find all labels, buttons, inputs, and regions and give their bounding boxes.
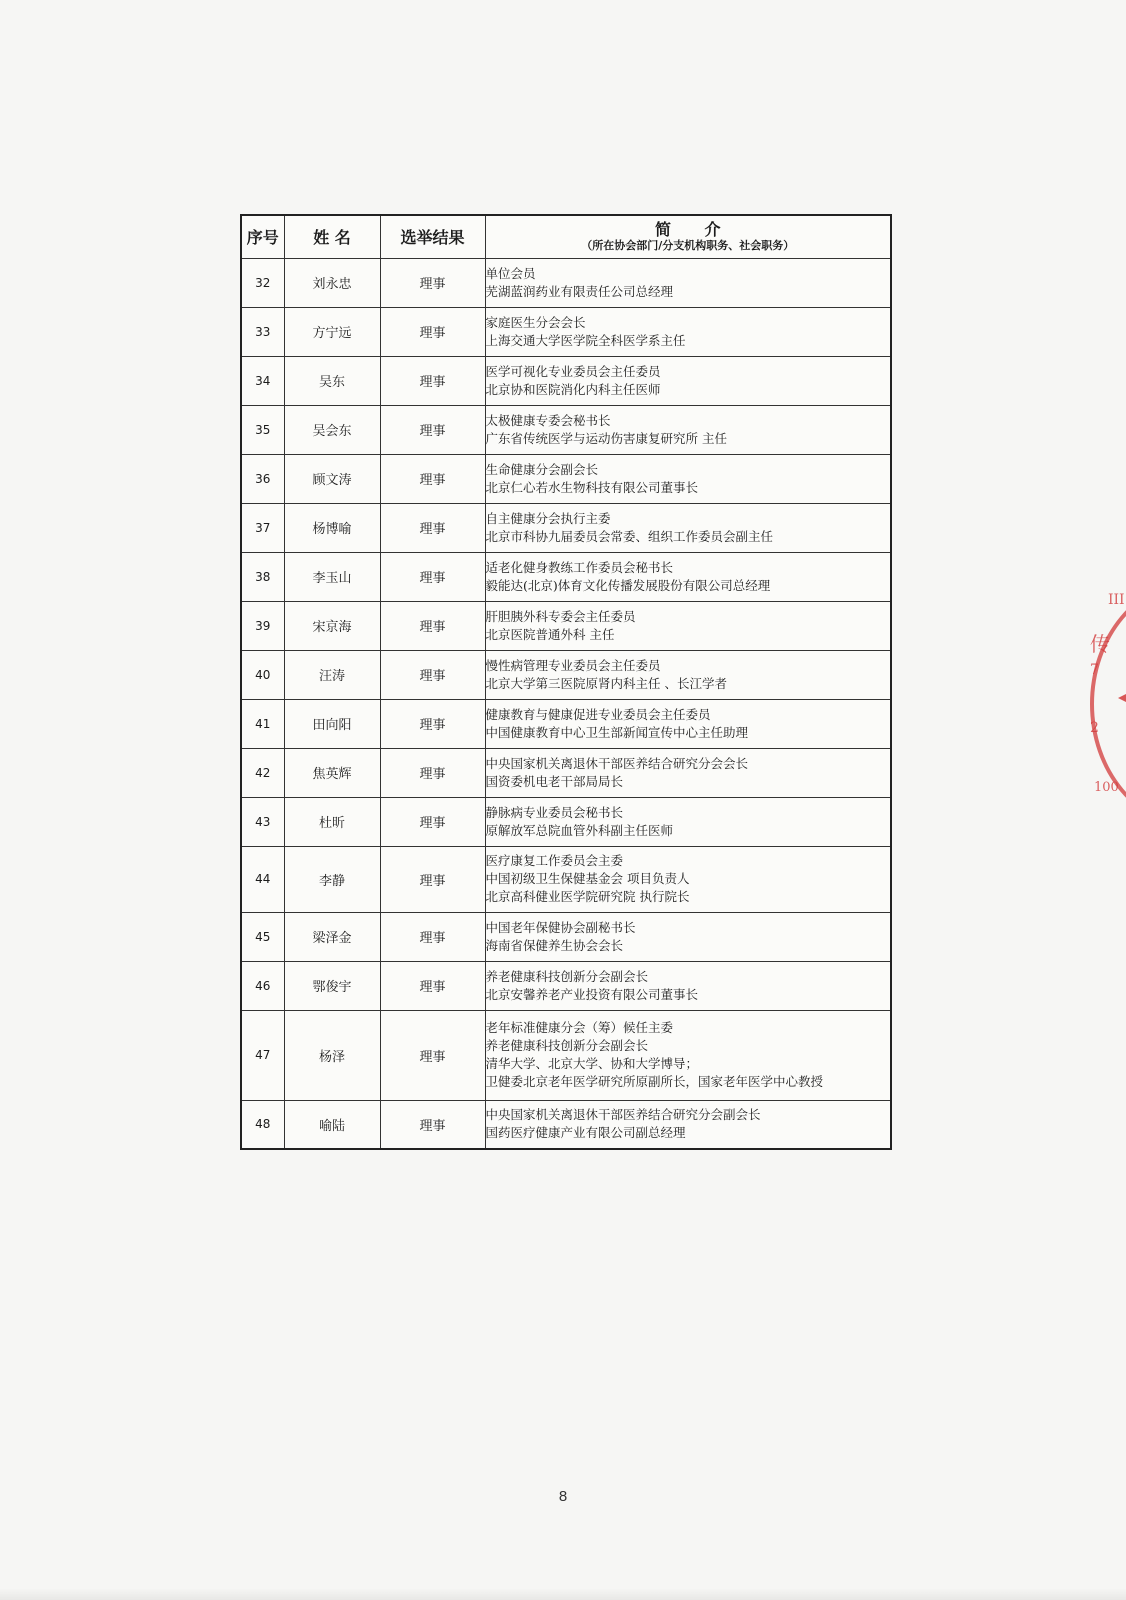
cell-result: 理事: [380, 307, 485, 356]
cell-name: 梁泽金: [284, 912, 380, 961]
intro-line: 中国健康教育中心卫生部新闻宣传中心主任助理: [485, 724, 749, 740]
cell-intro: [485, 601, 891, 650]
cell-name: 李玉山: [284, 552, 380, 601]
intro-line: 北京仁心若水生物科技有限公司董事长: [485, 479, 699, 495]
intro-line: 上海交通大学医学院全科医学系主任: [485, 332, 686, 348]
red-seal-stamp: [1082, 580, 1126, 830]
intro-line: 中央国家机关离退休干部医养结合研究分会副会长: [485, 1107, 761, 1123]
cell-no: 33: [241, 307, 284, 356]
cell-intro: [485, 356, 891, 405]
cell-name: 李静: [284, 846, 380, 912]
cell-name: 喻陆: [284, 1100, 380, 1149]
intro-line: 中央国家机关离退休干部医养结合研究分会会长: [485, 755, 749, 771]
cell-intro: [485, 258, 891, 307]
cell-no: 46: [241, 961, 284, 1010]
seal-fragment-5: 100: [1094, 780, 1119, 795]
intro-line: 清华大学、北京大学、协和大学博导；: [485, 1056, 699, 1071]
cell-result: 理事: [380, 961, 485, 1010]
table-body: [241, 258, 891, 1149]
table-row: [241, 356, 891, 405]
table-header-row: [241, 215, 891, 258]
table-row: [241, 454, 891, 503]
cell-no: 40: [241, 650, 284, 699]
cell-no: 45: [241, 912, 284, 961]
intro-line: 慢性病管理专业委员会主任委员: [485, 657, 661, 673]
cell-intro: [485, 699, 891, 748]
cell-result: 理事: [380, 601, 485, 650]
cell-intro: [485, 650, 891, 699]
cell-result: 理事: [380, 1010, 485, 1100]
header-name: 姓 名: [284, 215, 380, 258]
cell-name: 宋京海: [284, 601, 380, 650]
cell-no: 47: [241, 1010, 284, 1100]
cell-no: 39: [241, 601, 284, 650]
intro-line: 生命健康分会副会长: [485, 461, 599, 477]
table-row: [241, 912, 891, 961]
intro-line: 中国初级卫生保健基金会 项目负责人: [485, 871, 690, 886]
intro-line: 医学可视化专业委员会主任委员: [485, 363, 661, 379]
intro-line: 养老健康科技创新分会副会长: [485, 1038, 649, 1053]
cell-no: 44: [241, 846, 284, 912]
cell-result: 理事: [380, 650, 485, 699]
intro-line: 北京安馨养老产业投资有限公司董事长: [485, 986, 699, 1002]
intro-line: 健康教育与健康促进专业委员会主任委员: [485, 706, 711, 722]
table-row: [241, 1100, 891, 1149]
header-no: 序号: [241, 215, 284, 258]
intro-line: 原解放军总院血管外科副主任医师: [485, 822, 674, 838]
cell-result: 理事: [380, 405, 485, 454]
table-row: [241, 961, 891, 1010]
cell-no: 32: [241, 258, 284, 307]
cell-name: 焦英辉: [284, 748, 380, 797]
cell-intro: [485, 912, 891, 961]
cell-result: 理事: [380, 912, 485, 961]
table-row: [241, 552, 891, 601]
intro-line: 海南省保健养生协会会长: [485, 937, 624, 953]
intro-line: 北京医院普通外科 主任: [485, 626, 615, 642]
cell-name: 方宁远: [284, 307, 380, 356]
seal-fragment-4: 2: [1090, 720, 1099, 736]
table-row: [241, 748, 891, 797]
cell-name: 杨博喻: [284, 503, 380, 552]
cell-name: 顾文涛: [284, 454, 380, 503]
intro-line: 自主健康分会执行主委: [485, 510, 611, 526]
cell-intro: [485, 405, 891, 454]
table-row: [241, 1010, 891, 1100]
cell-result: 理事: [380, 797, 485, 846]
cell-no: 37: [241, 503, 284, 552]
intro-line: 太极健康专委会秘书长: [485, 412, 611, 428]
intro-line: 家庭医生分会会长: [485, 314, 586, 330]
cell-intro: [485, 797, 891, 846]
header-intro-subtitle: （所在协会部门/分支机构职务、社会职务）: [581, 238, 795, 252]
scan-edge-shade: [0, 1588, 1126, 1600]
intro-line: 单位会员: [485, 265, 536, 281]
table-row: [241, 258, 891, 307]
intro-line: 芜湖蓝润药业有限责任公司总经理: [485, 283, 674, 299]
cell-result: 理事: [380, 846, 485, 912]
cell-result: 理事: [380, 356, 485, 405]
intro-line: 北京市科协九届委员会常委、组织工作委员会副主任: [485, 528, 774, 544]
cell-name: 汪涛: [284, 650, 380, 699]
council-members-table: [240, 214, 892, 1150]
header-result: 选举结果: [380, 215, 485, 258]
intro-line: 北京协和医院消化内科主任医师: [485, 381, 661, 397]
table-row: [241, 846, 891, 912]
cell-name: 杜昕: [284, 797, 380, 846]
cell-no: 35: [241, 405, 284, 454]
seal-fragment-2: 传: [1090, 632, 1110, 656]
cell-intro: [485, 552, 891, 601]
intro-line: 北京大学第三医院原肾内科主任 、长江学者: [485, 675, 727, 691]
cell-result: 理事: [380, 503, 485, 552]
cell-no: 41: [241, 699, 284, 748]
header-intro-title: 简 介: [654, 219, 735, 239]
cell-intro: [485, 454, 891, 503]
cell-no: 34: [241, 356, 284, 405]
intro-line: 中国老年保健协会副秘书长: [485, 919, 636, 935]
intro-line: 北京高科健业医学院研究院 执行院长: [485, 889, 690, 904]
cell-intro: [485, 1100, 891, 1149]
cell-result: 理事: [380, 552, 485, 601]
table-row: [241, 307, 891, 356]
intro-line: 医疗康复工作委员会主委: [485, 853, 624, 868]
table-row: [241, 601, 891, 650]
page-number: 8: [558, 1488, 568, 1505]
cell-result: 理事: [380, 1100, 485, 1149]
cell-intro: [485, 846, 891, 912]
table-row: [241, 699, 891, 748]
cell-name: 吴会东: [284, 405, 380, 454]
cell-intro: [485, 503, 891, 552]
cell-no: 42: [241, 748, 284, 797]
intro-line: 毅能达(北京)体育文化传播发展股份有限公司总经理: [485, 577, 771, 593]
cell-name: 鄂俊宇: [284, 961, 380, 1010]
intro-line: 肝胆胰外科专委会主任委员: [485, 608, 636, 624]
cell-name: 田向阳: [284, 699, 380, 748]
intro-line: 养老健康科技创新分会副会长: [485, 968, 649, 984]
cell-result: 理事: [380, 748, 485, 797]
cell-intro: [485, 748, 891, 797]
intro-line: 卫健委北京老年医学研究所原副所长，国家老年医学中心教授: [485, 1074, 824, 1089]
intro-line: 静脉病专业委员会秘书长: [485, 804, 624, 820]
seal-fragment-3: 7: [1090, 662, 1099, 678]
table-row: [241, 797, 891, 846]
cell-no: 48: [241, 1100, 284, 1149]
cell-intro: [485, 1010, 891, 1100]
intro-line: 老年标准健康分会（筹）候任主委: [485, 1020, 674, 1035]
table-row: [241, 650, 891, 699]
intro-line: 国资委机电老干部局局长: [485, 773, 624, 789]
seal-fragment-1: III: [1108, 592, 1125, 608]
cell-name: 杨泽: [284, 1010, 380, 1100]
cell-result: 理事: [380, 454, 485, 503]
table-row: [241, 503, 891, 552]
cell-intro: [485, 307, 891, 356]
cell-name: 吴东: [284, 356, 380, 405]
seal-star-icon: [1118, 686, 1126, 710]
intro-line: 国药医疗健康产业有限公司副总经理: [485, 1125, 686, 1141]
cell-result: 理事: [380, 699, 485, 748]
cell-intro: [485, 961, 891, 1010]
cell-no: 43: [241, 797, 284, 846]
cell-no: 38: [241, 552, 284, 601]
intro-line: 广东省传统医学与运动伤害康复研究所 主任: [485, 430, 727, 446]
header-intro: [485, 215, 891, 258]
cell-result: 理事: [380, 258, 485, 307]
cell-name: 刘永忠: [284, 258, 380, 307]
intro-line: 适老化健身教练工作委员会秘书长: [485, 559, 674, 575]
table-row: [241, 405, 891, 454]
cell-no: 36: [241, 454, 284, 503]
